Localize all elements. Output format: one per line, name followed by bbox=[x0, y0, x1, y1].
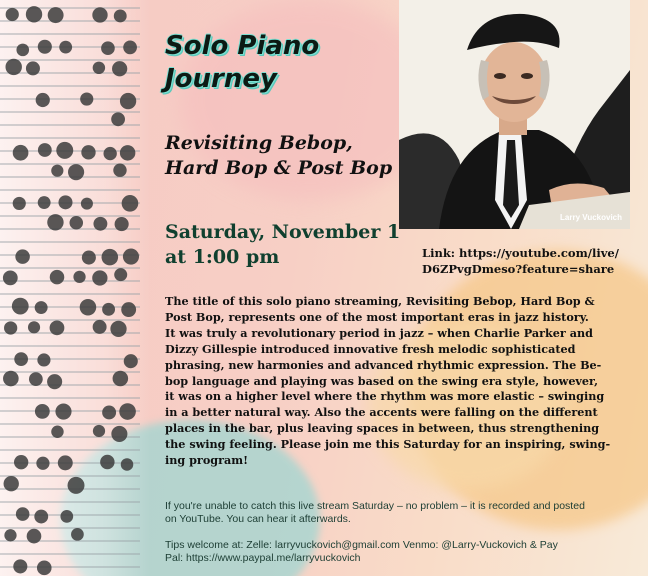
decorative-dot bbox=[112, 61, 127, 76]
decorative-dot bbox=[16, 44, 29, 57]
decorative-dot bbox=[82, 251, 96, 265]
description-line: Post Bop, represents one of the most important eras in jazz history. bbox=[165, 309, 589, 324]
decorative-dot bbox=[104, 147, 117, 160]
decorative-dot bbox=[38, 196, 51, 209]
decorative-dot bbox=[37, 353, 50, 366]
decorative-dot bbox=[101, 41, 115, 55]
decorative-dot bbox=[81, 198, 93, 210]
poster-subtitle bbox=[165, 131, 392, 181]
decorative-dot bbox=[58, 195, 72, 209]
decorative-dot bbox=[93, 320, 107, 334]
decorative-dot bbox=[36, 93, 50, 107]
decorative-dot bbox=[123, 41, 137, 55]
decorative-dot bbox=[111, 112, 125, 126]
decorative-dot bbox=[121, 302, 136, 317]
decorative-dot bbox=[12, 298, 29, 315]
decorative-dot bbox=[121, 458, 133, 470]
subtitle-line-1: Revisiting Bebop, bbox=[165, 132, 353, 154]
decorative-dot bbox=[110, 321, 126, 337]
decorative-dot bbox=[4, 321, 17, 334]
decorative-dot bbox=[13, 145, 29, 161]
decorative-dot bbox=[68, 477, 85, 494]
decorative-dot bbox=[122, 195, 139, 212]
decorative-dot bbox=[119, 403, 136, 420]
decorative-dot bbox=[124, 354, 138, 368]
decorative-dot bbox=[100, 455, 114, 469]
description-line: places in the bar, plus leaving spaces in between, thus strengthening bbox=[165, 421, 600, 436]
note-line-1: If you're unable to catch this live stream Saturday – no problem – it is recorded and posted bbox=[165, 500, 585, 512]
artist-portrait bbox=[399, 0, 630, 229]
decorative-dot bbox=[13, 559, 27, 573]
description-line: phrasing, new harmonies and advanced rhythmic expression. The Be- bbox=[165, 357, 602, 372]
decorative-dot bbox=[93, 217, 107, 231]
decorative-dot bbox=[16, 507, 30, 521]
decorative-dot bbox=[93, 62, 105, 74]
decorative-dot bbox=[47, 214, 63, 230]
decorative-dot bbox=[35, 404, 50, 419]
decorative-dot bbox=[102, 303, 115, 316]
decorative-dot bbox=[113, 371, 129, 387]
decorative-dot bbox=[81, 145, 95, 159]
decorative-dot bbox=[120, 93, 136, 109]
decorative-dot bbox=[71, 528, 84, 541]
youtube-link[interactable] bbox=[422, 245, 642, 277]
decorative-dot bbox=[58, 455, 73, 470]
description-line: in a better natural way. Also the accents were falling on the different bbox=[165, 405, 598, 420]
decorative-dot bbox=[34, 510, 48, 524]
decorative-dot bbox=[51, 426, 63, 438]
event-date bbox=[165, 220, 400, 270]
description-line: Dizzy Gillespie introduced innovative fresh melodic sophisticated bbox=[165, 341, 576, 356]
decorative-dot bbox=[3, 271, 18, 286]
decorative-dot bbox=[55, 403, 71, 419]
decorative-dot bbox=[36, 457, 49, 470]
subtitle-line-2: Hard Bop & Post Bop bbox=[165, 157, 393, 179]
decorative-dot bbox=[68, 164, 84, 180]
decorative-dot bbox=[27, 529, 42, 544]
decorative-dot bbox=[80, 299, 97, 316]
decorative-dot bbox=[114, 10, 127, 23]
decorative-dot bbox=[4, 476, 19, 491]
decorative-dot bbox=[70, 216, 84, 230]
decorative-dot bbox=[3, 371, 19, 387]
date-line-2: at 1:00 pm bbox=[165, 246, 280, 268]
decorative-dot bbox=[113, 164, 126, 177]
decorative-dot bbox=[102, 249, 119, 266]
description-line: bop language and playing was based on the swing era style, however, bbox=[165, 373, 599, 388]
event-description bbox=[165, 294, 613, 469]
decorative-dot bbox=[51, 165, 63, 177]
decorative-dot bbox=[14, 455, 28, 469]
decorative-dot bbox=[92, 7, 107, 22]
link-line-2: D6ZPvgDmeso?feature=share bbox=[422, 262, 615, 276]
poster-title bbox=[165, 30, 319, 96]
decorative-dot bbox=[48, 7, 64, 23]
tips-line-2: Pal: https://www.paypal.me/larryvuckovich bbox=[165, 552, 361, 564]
decorative-dot bbox=[123, 248, 139, 264]
decorative-dot bbox=[120, 145, 135, 160]
description-line: ing program! bbox=[165, 453, 248, 468]
decorative-dot bbox=[15, 249, 29, 263]
decorative-dot bbox=[114, 268, 127, 281]
decorative-dot bbox=[50, 320, 65, 335]
decorative-dot bbox=[35, 301, 48, 314]
decorative-dot bbox=[26, 61, 40, 75]
decorative-dot bbox=[14, 352, 28, 366]
decorative-dot bbox=[50, 270, 65, 285]
decorative-dot bbox=[56, 142, 73, 159]
tips-line-1: Tips welcome at: Zelle: larryvuckovich@gmail.com Venmo: @Larry-Vuckovich & Pay bbox=[165, 539, 558, 551]
decorative-dot bbox=[38, 143, 52, 157]
decorative-dot bbox=[111, 426, 127, 442]
decorative-dot bbox=[6, 8, 19, 21]
decorative-dot bbox=[37, 561, 52, 576]
decorative-dot bbox=[92, 270, 107, 285]
decorative-dot bbox=[115, 217, 129, 231]
decorative-dot bbox=[29, 372, 43, 386]
description-line: it was on a higher level where the rhythm was more elastic – swinging bbox=[165, 389, 605, 404]
tips-info bbox=[165, 539, 605, 565]
note-line-2: on YouTube. You can hear it afterwards. bbox=[165, 513, 351, 525]
decorative-dot bbox=[60, 510, 73, 523]
description-line: the swing feeling. Please join me this Saturday for an inspiring, swing- bbox=[165, 437, 611, 452]
date-line-1: Saturday, November 1 bbox=[165, 221, 401, 243]
description-line: The title of this solo piano streaming, Revisiting Bebop, Hard Bop & bbox=[165, 294, 595, 308]
decorative-dot bbox=[47, 374, 62, 389]
description-line: It was truly a revolutionary period in jazz – when Charlie Parker and bbox=[165, 325, 593, 340]
decorative-dot bbox=[38, 40, 52, 54]
portrait-caption: Larry Vuckovich bbox=[560, 213, 622, 222]
decorative-dot bbox=[93, 425, 105, 437]
decorative-dot bbox=[28, 321, 40, 333]
title-line-2: Journey bbox=[165, 64, 277, 94]
decorative-dot bbox=[5, 59, 21, 75]
recording-note bbox=[165, 500, 605, 526]
link-line-1: Link: https://youtube.com/live/ bbox=[422, 246, 619, 260]
decorative-dot bbox=[59, 41, 72, 54]
decorative-dot bbox=[26, 6, 42, 22]
decorative-dot bbox=[102, 405, 116, 419]
decorative-dot bbox=[4, 529, 16, 541]
decorative-dot bbox=[80, 92, 93, 105]
piano-keys-decoration bbox=[0, 0, 150, 576]
decorative-dot bbox=[73, 271, 85, 283]
artist-portrait-illustration bbox=[399, 0, 630, 229]
decorative-dot bbox=[13, 197, 26, 210]
title-line-1: Solo Piano bbox=[165, 31, 320, 61]
